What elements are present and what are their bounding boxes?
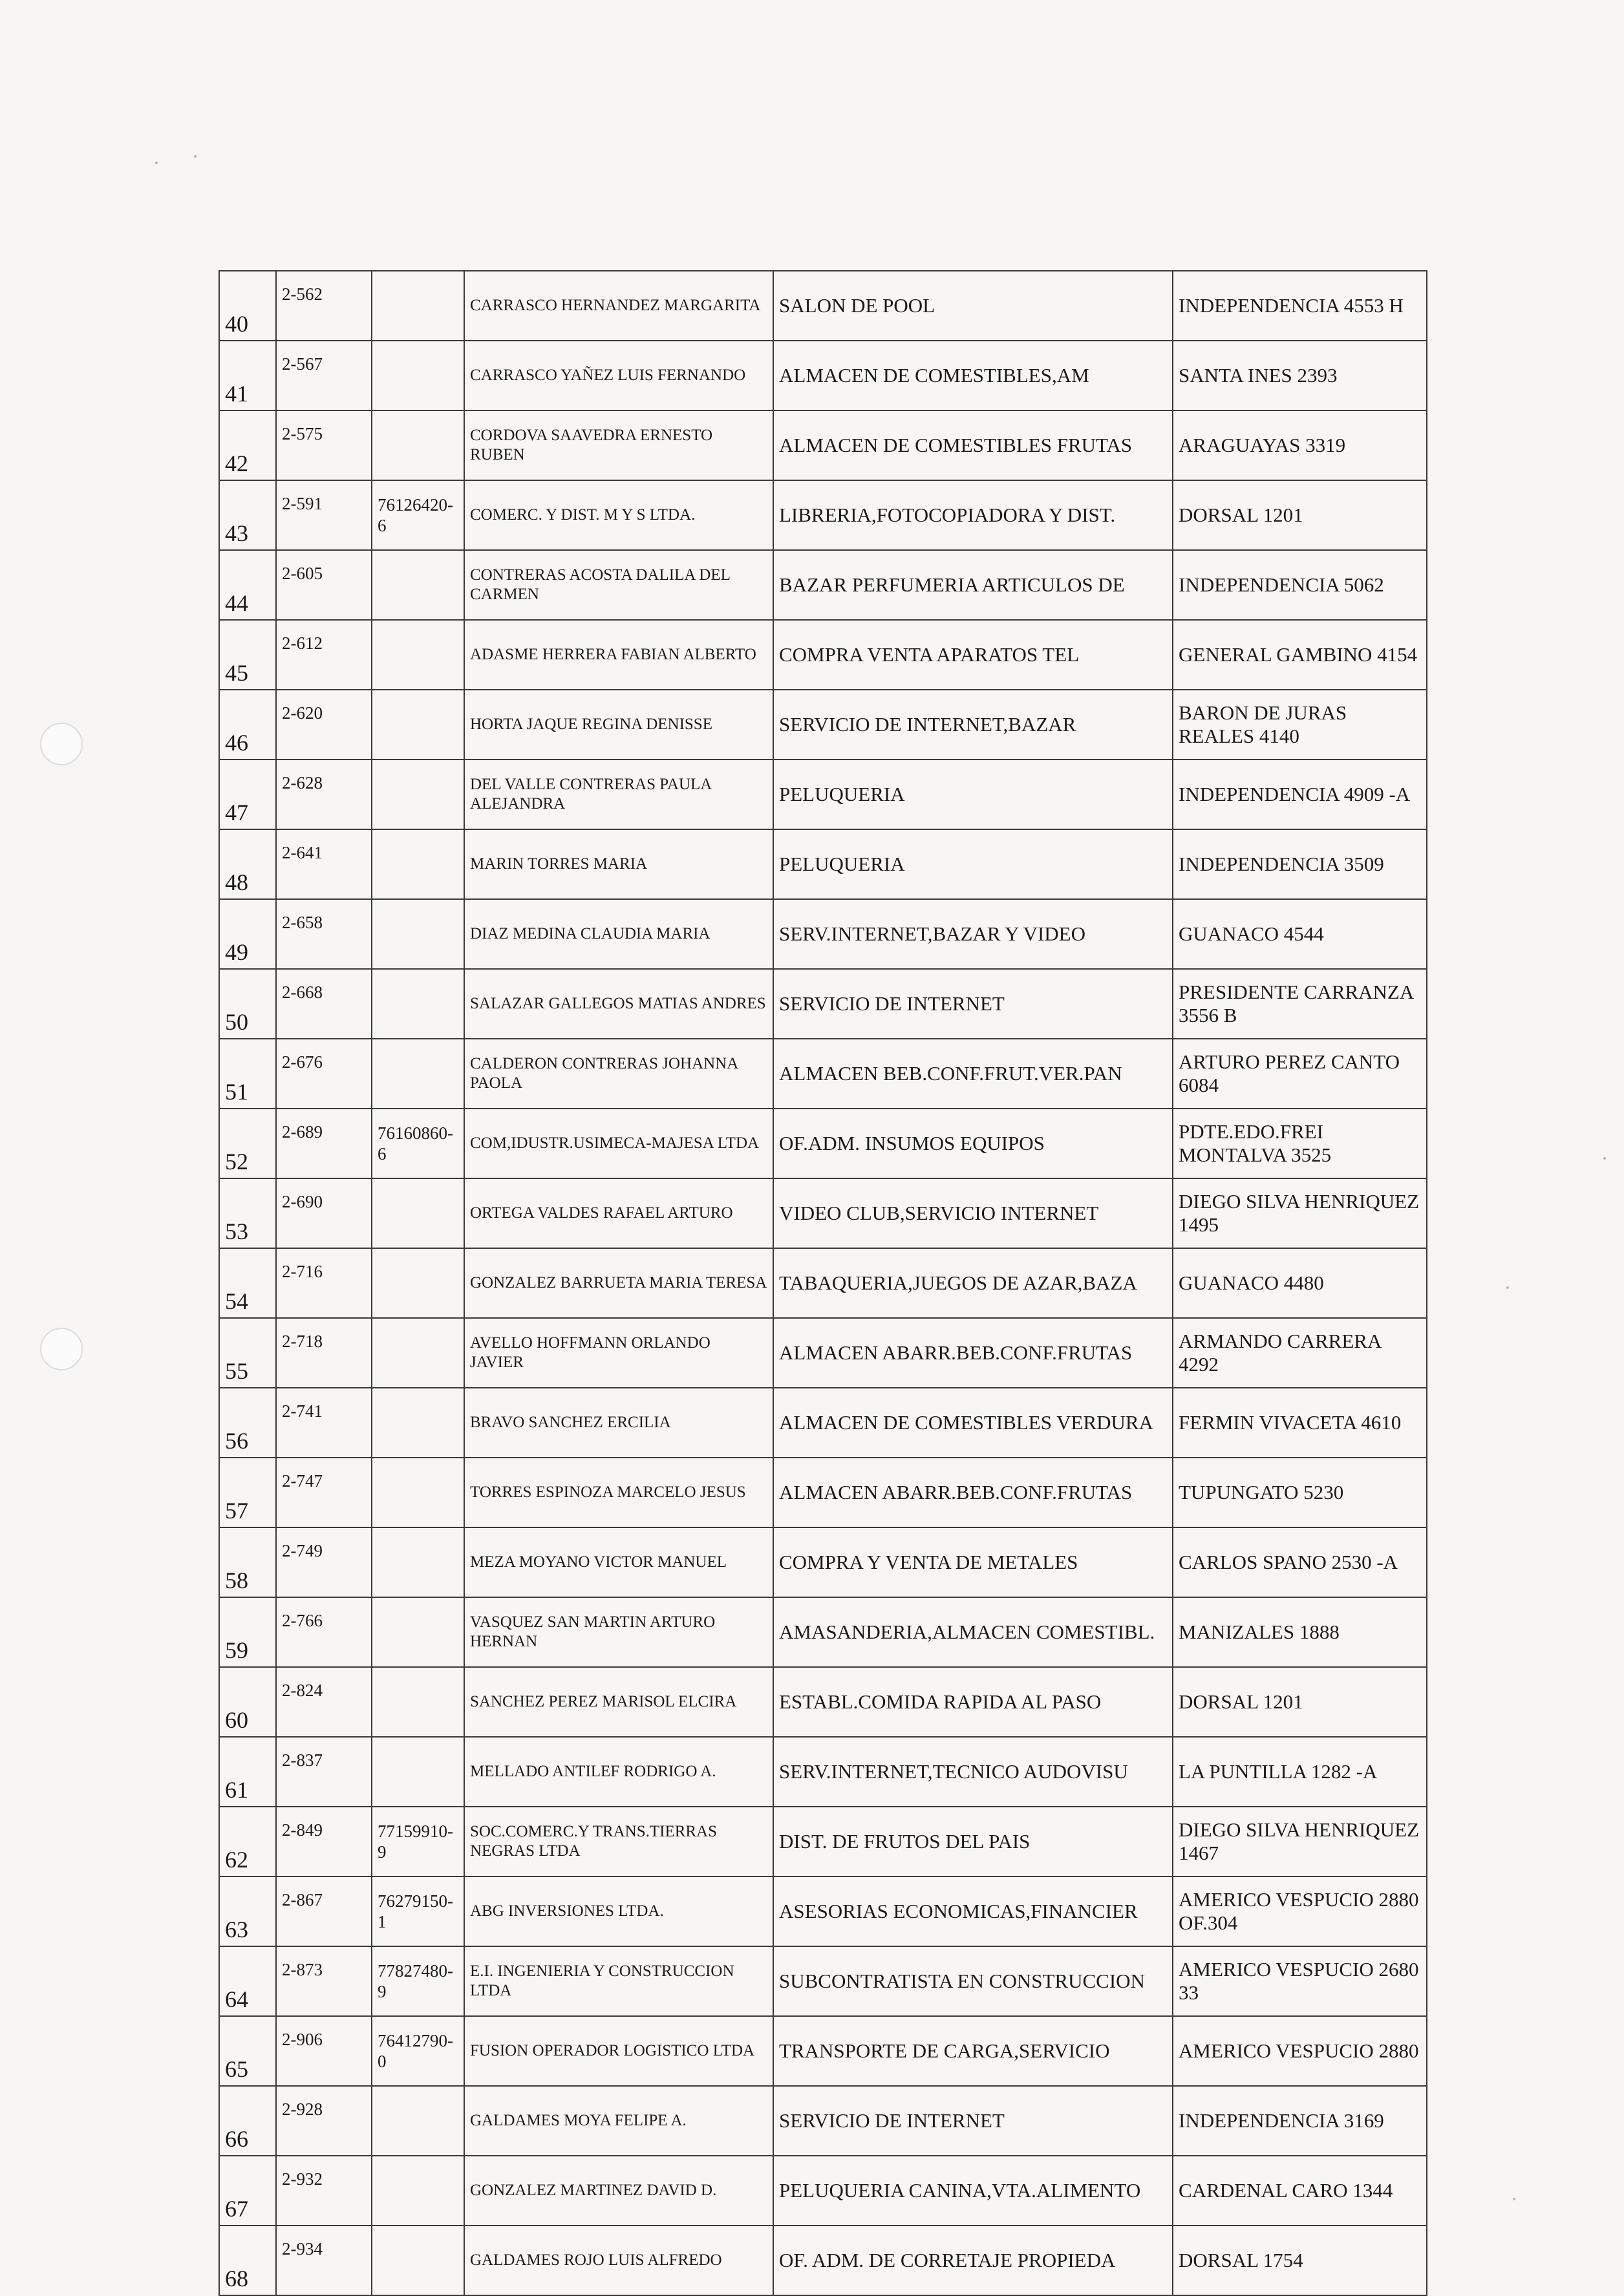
table-row (219, 1039, 1427, 1109)
table-row (219, 480, 1427, 550)
business-address-cell: INDEPENDENCIA 3509 (1173, 829, 1427, 899)
table-row (219, 1876, 1427, 1946)
owner-name-cell: COM,IDUSTR.USIMECA-MAJESA LTDA (464, 1109, 773, 1178)
license-code-cell: 2-741 (276, 1388, 372, 1458)
license-code-cell: 2-689 (276, 1109, 372, 1178)
business-address-cell: INDEPENDENCIA 3169 (1173, 2086, 1427, 2156)
table-row (219, 1527, 1427, 1597)
business-activity-cell: OF.ADM. INSUMOS EQUIPOS (773, 1109, 1173, 1178)
license-code-cell: 2-658 (276, 899, 372, 969)
business-address-cell: AMERICO VESPUCIO 2880 OF.304 (1173, 1876, 1427, 1946)
business-activity-cell: SERV.INTERNET,TECNICO AUDOVISU (773, 1737, 1173, 1807)
business-activity-cell: ALMACEN BEB.CONF.FRUT.VER.PAN (773, 1039, 1173, 1109)
business-activity-cell: VIDEO CLUB,SERVICIO INTERNET (773, 1178, 1173, 1248)
table-body (219, 271, 1427, 2295)
owner-name-cell: MARIN TORRES MARIA (464, 829, 773, 899)
license-code-cell: 2-612 (276, 620, 372, 690)
table-row (219, 1807, 1427, 1876)
business-activity-cell: ALMACEN ABARR.BEB.CONF.FRUTAS (773, 1458, 1173, 1527)
license-code-cell: 2-562 (276, 271, 372, 341)
row-number-cell: 46 (219, 690, 276, 760)
row-number-cell: 52 (219, 1109, 276, 1178)
business-address-cell: CARLOS SPANO 2530 -A (1173, 1527, 1427, 1597)
business-address-cell: GUANACO 4544 (1173, 899, 1427, 969)
tax-id-cell (372, 1597, 464, 1667)
table-row (219, 1109, 1427, 1178)
row-number-cell: 49 (219, 899, 276, 969)
license-code-cell: 2-575 (276, 410, 372, 480)
owner-name-cell: SANCHEZ PEREZ MARISOL ELCIRA (464, 1667, 773, 1737)
owner-name-cell: CARRASCO HERNANDEZ MARGARITA (464, 271, 773, 341)
business-address-cell: MANIZALES 1888 (1173, 1597, 1427, 1667)
license-code-cell: 2-676 (276, 1039, 372, 1109)
business-activity-cell: COMPRA VENTA APARATOS TEL (773, 620, 1173, 690)
row-number-cell: 62 (219, 1807, 276, 1876)
table-row (219, 969, 1427, 1039)
table-row (219, 550, 1427, 620)
table-row (219, 1458, 1427, 1527)
table-row (219, 1388, 1427, 1458)
tax-id-cell (372, 1248, 464, 1318)
table-row (219, 271, 1427, 341)
license-code-cell: 2-620 (276, 690, 372, 760)
business-activity-cell: SUBCONTRATISTA EN CONSTRUCCION (773, 1946, 1173, 2016)
row-number-cell: 58 (219, 1527, 276, 1597)
row-number-cell: 63 (219, 1876, 276, 1946)
business-activity-cell: OF. ADM. DE CORRETAJE PROPIEDA (773, 2226, 1173, 2295)
tax-id-cell (372, 2156, 464, 2226)
business-address-cell: TUPUNGATO 5230 (1173, 1458, 1427, 1527)
tax-id-cell (372, 410, 464, 480)
owner-name-cell: E.I. INGENIERIA Y CONSTRUCCION LTDA (464, 1946, 773, 2016)
business-address-cell: INDEPENDENCIA 5062 (1173, 550, 1427, 620)
row-number-cell: 67 (219, 2156, 276, 2226)
business-activity-cell: SERVICIO DE INTERNET,BAZAR (773, 690, 1173, 760)
license-code-cell: 2-567 (276, 341, 372, 410)
license-code-cell: 2-934 (276, 2226, 372, 2295)
business-activity-cell: TABAQUERIA,JUEGOS DE AZAR,BAZA (773, 1248, 1173, 1318)
tax-id-cell (372, 829, 464, 899)
license-code-cell: 2-824 (276, 1667, 372, 1737)
owner-name-cell: TORRES ESPINOZA MARCELO JESUS (464, 1458, 773, 1527)
license-code-cell: 2-628 (276, 760, 372, 829)
owner-name-cell: DIAZ MEDINA CLAUDIA MARIA (464, 899, 773, 969)
business-activity-cell: COMPRA Y VENTA DE METALES (773, 1527, 1173, 1597)
table-row (219, 2086, 1427, 2156)
business-address-cell: DORSAL 1754 (1173, 2226, 1427, 2295)
owner-name-cell: COMERC. Y DIST. M Y S LTDA. (464, 480, 773, 550)
business-activity-cell: SERVICIO DE INTERNET (773, 969, 1173, 1039)
business-address-cell: GENERAL GAMBINO 4154 (1173, 620, 1427, 690)
license-code-cell: 2-906 (276, 2016, 372, 2086)
row-number-cell: 41 (219, 341, 276, 410)
business-activity-cell: BAZAR PERFUMERIA ARTICULOS DE (773, 550, 1173, 620)
scan-speck (1603, 1157, 1606, 1160)
license-code-cell: 2-928 (276, 2086, 372, 2156)
business-address-cell: AMERICO VESPUCIO 2680 33 (1173, 1946, 1427, 2016)
license-code-cell: 2-591 (276, 480, 372, 550)
business-activity-cell: PELUQUERIA (773, 760, 1173, 829)
business-address-cell: PRESIDENTE CARRANZA 3556 B (1173, 969, 1427, 1039)
tax-id-cell (372, 550, 464, 620)
owner-name-cell: CALDERON CONTRERAS JOHANNA PAOLA (464, 1039, 773, 1109)
owner-name-cell: GONZALEZ MARTINEZ DAVID D. (464, 2156, 773, 2226)
tax-id-cell (372, 1318, 464, 1388)
row-number-cell: 45 (219, 620, 276, 690)
owner-name-cell: ORTEGA VALDES RAFAEL ARTURO (464, 1178, 773, 1248)
business-activity-cell: ALMACEN DE COMESTIBLES VERDURA (773, 1388, 1173, 1458)
license-code-cell: 2-716 (276, 1248, 372, 1318)
business-address-cell: BARON DE JURAS REALES 4140 (1173, 690, 1427, 760)
license-code-cell: 2-837 (276, 1737, 372, 1807)
business-address-cell: DIEGO SILVA HENRIQUEZ 1467 (1173, 1807, 1427, 1876)
owner-name-cell: MEZA MOYANO VICTOR MANUEL (464, 1527, 773, 1597)
business-activity-cell: TRANSPORTE DE CARGA,SERVICIO (773, 2016, 1173, 2086)
table-row (219, 829, 1427, 899)
license-code-cell: 2-766 (276, 1597, 372, 1667)
row-number-cell: 44 (219, 550, 276, 620)
license-code-cell: 2-932 (276, 2156, 372, 2226)
business-address-cell: FERMIN VIVACETA 4610 (1173, 1388, 1427, 1458)
scan-speck (194, 155, 197, 158)
row-number-cell: 60 (219, 1667, 276, 1737)
owner-name-cell: ADASME HERRERA FABIAN ALBERTO (464, 620, 773, 690)
punch-hole (40, 1328, 83, 1370)
row-number-cell: 61 (219, 1737, 276, 1807)
business-activity-cell: ALMACEN ABARR.BEB.CONF.FRUTAS (773, 1318, 1173, 1388)
scan-speck (1513, 2198, 1515, 2200)
business-address-cell: DORSAL 1201 (1173, 1667, 1427, 1737)
registry-table (219, 270, 1427, 2296)
tax-id-cell: 76412790-0 (372, 2016, 464, 2086)
table-row (219, 1946, 1427, 2016)
business-activity-cell: ALMACEN DE COMESTIBLES,AM (773, 341, 1173, 410)
tax-id-cell (372, 1667, 464, 1737)
license-code-cell: 2-641 (276, 829, 372, 899)
tax-id-cell: 76126420-6 (372, 480, 464, 550)
tax-id-cell (372, 969, 464, 1039)
business-activity-cell: ESTABL.COMIDA RAPIDA AL PASO (773, 1667, 1173, 1737)
tax-id-cell (372, 760, 464, 829)
table-row (219, 341, 1427, 410)
tax-id-cell (372, 620, 464, 690)
license-code-cell: 2-873 (276, 1946, 372, 2016)
row-number-cell: 51 (219, 1039, 276, 1109)
owner-name-cell: SALAZAR GALLEGOS MATIAS ANDRES (464, 969, 773, 1039)
owner-name-cell: GALDAMES MOYA FELIPE A. (464, 2086, 773, 2156)
table-row (219, 620, 1427, 690)
license-code-cell: 2-749 (276, 1527, 372, 1597)
punch-hole (40, 723, 83, 765)
business-address-cell: INDEPENDENCIA 4553 H (1173, 271, 1427, 341)
row-number-cell: 59 (219, 1597, 276, 1667)
row-number-cell: 65 (219, 2016, 276, 2086)
tax-id-cell (372, 2226, 464, 2295)
row-number-cell: 47 (219, 760, 276, 829)
license-code-cell: 2-867 (276, 1876, 372, 1946)
owner-name-cell: HORTA JAQUE REGINA DENISSE (464, 690, 773, 760)
row-number-cell: 56 (219, 1388, 276, 1458)
tax-id-cell (372, 2086, 464, 2156)
tax-id-cell: 76279150-1 (372, 1876, 464, 1946)
table-row (219, 2156, 1427, 2226)
business-address-cell: DIEGO SILVA HENRIQUEZ 1495 (1173, 1178, 1427, 1248)
table-row (219, 1667, 1427, 1737)
business-activity-cell: SERV.INTERNET,BAZAR Y VIDEO (773, 899, 1173, 969)
business-activity-cell: SALON DE POOL (773, 271, 1173, 341)
row-number-cell: 54 (219, 1248, 276, 1318)
tax-id-cell: 76160860-6 (372, 1109, 464, 1178)
owner-name-cell: FUSION OPERADOR LOGISTICO LTDA (464, 2016, 773, 2086)
tax-id-cell (372, 1458, 464, 1527)
business-address-cell: SANTA INES 2393 (1173, 341, 1427, 410)
business-activity-cell: LIBRERIA,FOTOCOPIADORA Y DIST. (773, 480, 1173, 550)
business-activity-cell: PELUQUERIA CANINA,VTA.ALIMENTO (773, 2156, 1173, 2226)
row-number-cell: 50 (219, 969, 276, 1039)
row-number-cell: 55 (219, 1318, 276, 1388)
license-code-cell: 2-747 (276, 1458, 372, 1527)
table-row (219, 1737, 1427, 1807)
row-number-cell: 57 (219, 1458, 276, 1527)
owner-name-cell: VASQUEZ SAN MARTIN ARTURO HERNAN (464, 1597, 773, 1667)
business-address-cell: ARMANDO CARRERA 4292 (1173, 1318, 1427, 1388)
owner-name-cell: ABG INVERSIONES LTDA. (464, 1876, 773, 1946)
row-number-cell: 64 (219, 1946, 276, 2016)
tax-id-cell (372, 899, 464, 969)
scan-speck (155, 162, 158, 164)
license-code-cell: 2-718 (276, 1318, 372, 1388)
license-code-cell: 2-668 (276, 969, 372, 1039)
business-activity-cell: ASESORIAS ECONOMICAS,FINANCIER (773, 1876, 1173, 1946)
license-code-cell: 2-690 (276, 1178, 372, 1248)
owner-name-cell: CARRASCO YAÑEZ LUIS FERNANDO (464, 341, 773, 410)
table-row (219, 2226, 1427, 2295)
business-activity-cell: ALMACEN DE COMESTIBLES FRUTAS (773, 410, 1173, 480)
tax-id-cell (372, 1737, 464, 1807)
tax-id-cell (372, 341, 464, 410)
business-address-cell: DORSAL 1201 (1173, 480, 1427, 550)
business-activity-cell: SERVICIO DE INTERNET (773, 2086, 1173, 2156)
business-address-cell: AMERICO VESPUCIO 2880 (1173, 2016, 1427, 2086)
row-number-cell: 66 (219, 2086, 276, 2156)
table-row (219, 1178, 1427, 1248)
table-row (219, 1597, 1427, 1667)
tax-id-cell (372, 690, 464, 760)
table-row (219, 690, 1427, 760)
business-address-cell: CARDENAL CARO 1344 (1173, 2156, 1427, 2226)
license-code-cell: 2-849 (276, 1807, 372, 1876)
row-number-cell: 40 (219, 271, 276, 341)
row-number-cell: 53 (219, 1178, 276, 1248)
row-number-cell: 42 (219, 410, 276, 480)
table-row (219, 899, 1427, 969)
owner-name-cell: BRAVO SANCHEZ ERCILIA (464, 1388, 773, 1458)
owner-name-cell: CORDOVA SAAVEDRA ERNESTO RUBEN (464, 410, 773, 480)
tax-id-cell (372, 1388, 464, 1458)
tax-id-cell (372, 1178, 464, 1248)
business-address-cell: PDTE.EDO.FREI MONTALVA 3525 (1173, 1109, 1427, 1178)
business-address-cell: INDEPENDENCIA 4909 -A (1173, 760, 1427, 829)
row-number-cell: 48 (219, 829, 276, 899)
owner-name-cell: AVELLO HOFFMANN ORLANDO JAVIER (464, 1318, 773, 1388)
business-activity-cell: DIST. DE FRUTOS DEL PAIS (773, 1807, 1173, 1876)
tax-id-cell (372, 1527, 464, 1597)
table-row (219, 760, 1427, 829)
table-row (219, 1318, 1427, 1388)
business-address-cell: ARAGUAYAS 3319 (1173, 410, 1427, 480)
owner-name-cell: GALDAMES ROJO LUIS ALFREDO (464, 2226, 773, 2295)
business-address-cell: GUANACO 4480 (1173, 1248, 1427, 1318)
tax-id-cell (372, 271, 464, 341)
tax-id-cell (372, 1039, 464, 1109)
row-number-cell: 68 (219, 2226, 276, 2295)
row-number-cell: 43 (219, 480, 276, 550)
owner-name-cell: MELLADO ANTILEF RODRIGO A. (464, 1737, 773, 1807)
table-row (219, 410, 1427, 480)
owner-name-cell: CONTRERAS ACOSTA DALILA DEL CARMEN (464, 550, 773, 620)
tax-id-cell: 77159910-9 (372, 1807, 464, 1876)
business-address-cell: ARTURO PEREZ CANTO 6084 (1173, 1039, 1427, 1109)
scan-speck (1506, 1286, 1509, 1289)
owner-name-cell: SOC.COMERC.Y TRANS.TIERRAS NEGRAS LTDA (464, 1807, 773, 1876)
owner-name-cell: GONZALEZ BARRUETA MARIA TERESA (464, 1248, 773, 1318)
license-code-cell: 2-605 (276, 550, 372, 620)
tax-id-cell: 77827480-9 (372, 1946, 464, 2016)
business-address-cell: LA PUNTILLA 1282 -A (1173, 1737, 1427, 1807)
table-row (219, 2016, 1427, 2086)
business-activity-cell: AMASANDERIA,ALMACEN COMESTIBL. (773, 1597, 1173, 1667)
business-activity-cell: PELUQUERIA (773, 829, 1173, 899)
owner-name-cell: DEL VALLE CONTRERAS PAULA ALEJANDRA (464, 760, 773, 829)
table-row (219, 1248, 1427, 1318)
